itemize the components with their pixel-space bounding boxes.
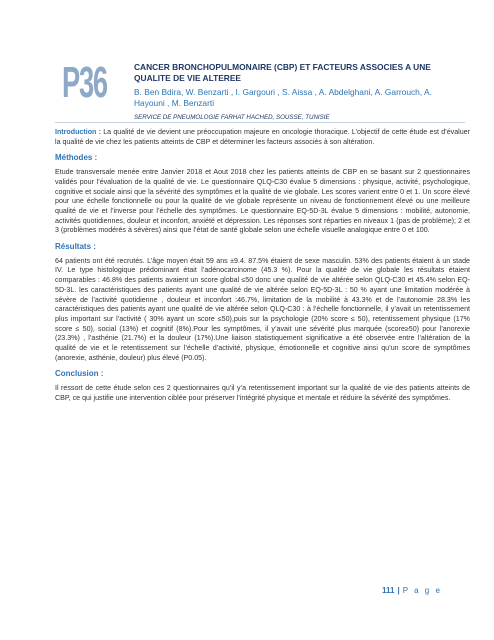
- results-text: 64 patients ont été recrutés. L’âge moyen était 59 ans ±9.4. 87.5% étaient de sexe masculin. 53% des patients étaient à un stade IV. Le type histologique prédominant était l’adénocarcinome (45.3 %). Pour la qualité de vie globale les résultats étaient comparables : 46.8% des patients avaient un score global ≤50 donc une qualité de vie altérée selon QLQ-C30 et 45.4% selon EQ-5D-3L. les caractéristiques des patients ayant une qualité de vie altérée selon EQ-5D-3L : 50 % ayant une limitation modérée à sévère de l’activité quotidienne , douleur et inconfort :46.7%, limitation de la mobilité à 43.3% et de l’autonomie 28.3% les caractéristiques des patients ayant une qualité de vie altérée selon QLQ-C30 : à l’échelle fonctionnelle, il y’avait un retentissement plus important sur l’activité ( 30% ayant un score ≤50),puis sur la psychologie (20% score ≤ 50), retentissement physique (17% score ≤ 50), social (13%) et cognitif (8%).Pour les symptômes, il y’avait une sévérité plus marquée (score≥50) pour l’anorexie (23.3%) , l’asthénie (21.7%) et la douleur (17%).Une liaison statistiquement significative a été observée entre l’altération de la qualité de vie et le retentissement sur l’échelle d’activité, physique, émotionnelle et cognitive ainsi qu’un score de symptômes (anorexie, asthénie, douleur) plus élevé (P0.05).: [55, 256, 470, 362]
- affiliation: SERVICE DE PNEUMOLOGIE FARHAT HACHED, SOUSSE, TUNISIE: [134, 114, 330, 121]
- introduction-text: La qualité de vie devient une préoccupation majeure en oncologie thoracique. L’objectif de cette étude est d’évaluer la qualité de vie chez les patients atteints de CBP et déterminer les facteurs associés à son altération.: [55, 128, 470, 146]
- conclusion-text: Il ressort de cette étude selon ces 2 questionnaires qu’il y’a retentissement important sur la qualité de vie des patients atteints de CBP, ce qui justifie une intervention ciblée pour préserver l’intégrité physique et mentale et réduire la sévérité des symptômes.: [55, 384, 470, 402]
- author-list: B. Ben Bdira, W. Benzarti , I. Gargouri , S. Aissa , A. Abdelghani, A. Garrouch, A. Hayouni , M. Benzarti: [134, 87, 432, 108]
- poster-code: P36: [62, 58, 107, 107]
- article-header: [134, 62, 454, 121]
- page-number: 111: [382, 586, 395, 595]
- page-footer: [382, 586, 442, 595]
- methods-heading: Méthodes :: [55, 153, 98, 163]
- introduction-paragraph: [55, 128, 470, 147]
- conclusion-heading: Conclusion :: [55, 369, 104, 379]
- page-word: P a g e: [402, 586, 442, 595]
- abstract-body: [55, 128, 470, 404]
- results-heading: Résultats :: [55, 242, 96, 252]
- footer-separator: |: [397, 586, 400, 595]
- methods-text: Etude transversale menée entre Janvier 2018 et Aout 2018 chez les patients atteints de CBP en se basant sur 2 questionnaires validés pour l’évaluation de la qualité de vie. Le questionnaire QLQ-C30 évalue 5 dimensions : physique, activité, psychologique, cognitive et sociale ainsi que la sévérité des symptômes et la qualité de vie globale. Les scores varient entre 0 et 1. Un score élevé pour une échelle fonctionnelle ou pour la qualité de vie globale représente un niveau de fonctionnement élevé ou une meilleure qualité de vie et l’inverse pour l’échelle des symptômes. Le questionnaire EQ-5D-3L évalue 5 dimensions : mobilité, autonomie, activités quotidiennes, douleur et inconfort, anxiété et dépression. Les réponses sont réparties en niveaux 1 (pas de problème); 2 et 3 (problèmes modérés à sévères) ainsi que l’état de santé globale selon une échelle visuelle analogique entre 0 et 100.: [55, 168, 470, 235]
- header-divider: [55, 122, 465, 123]
- article-title: CANCER BRONCHOPULMONAIRE (CBP) ET FACTEURS ASSOCIES A UNE QUALITE DE VIE ALTEREE: [134, 62, 431, 83]
- introduction-label: Introduction :: [55, 128, 101, 136]
